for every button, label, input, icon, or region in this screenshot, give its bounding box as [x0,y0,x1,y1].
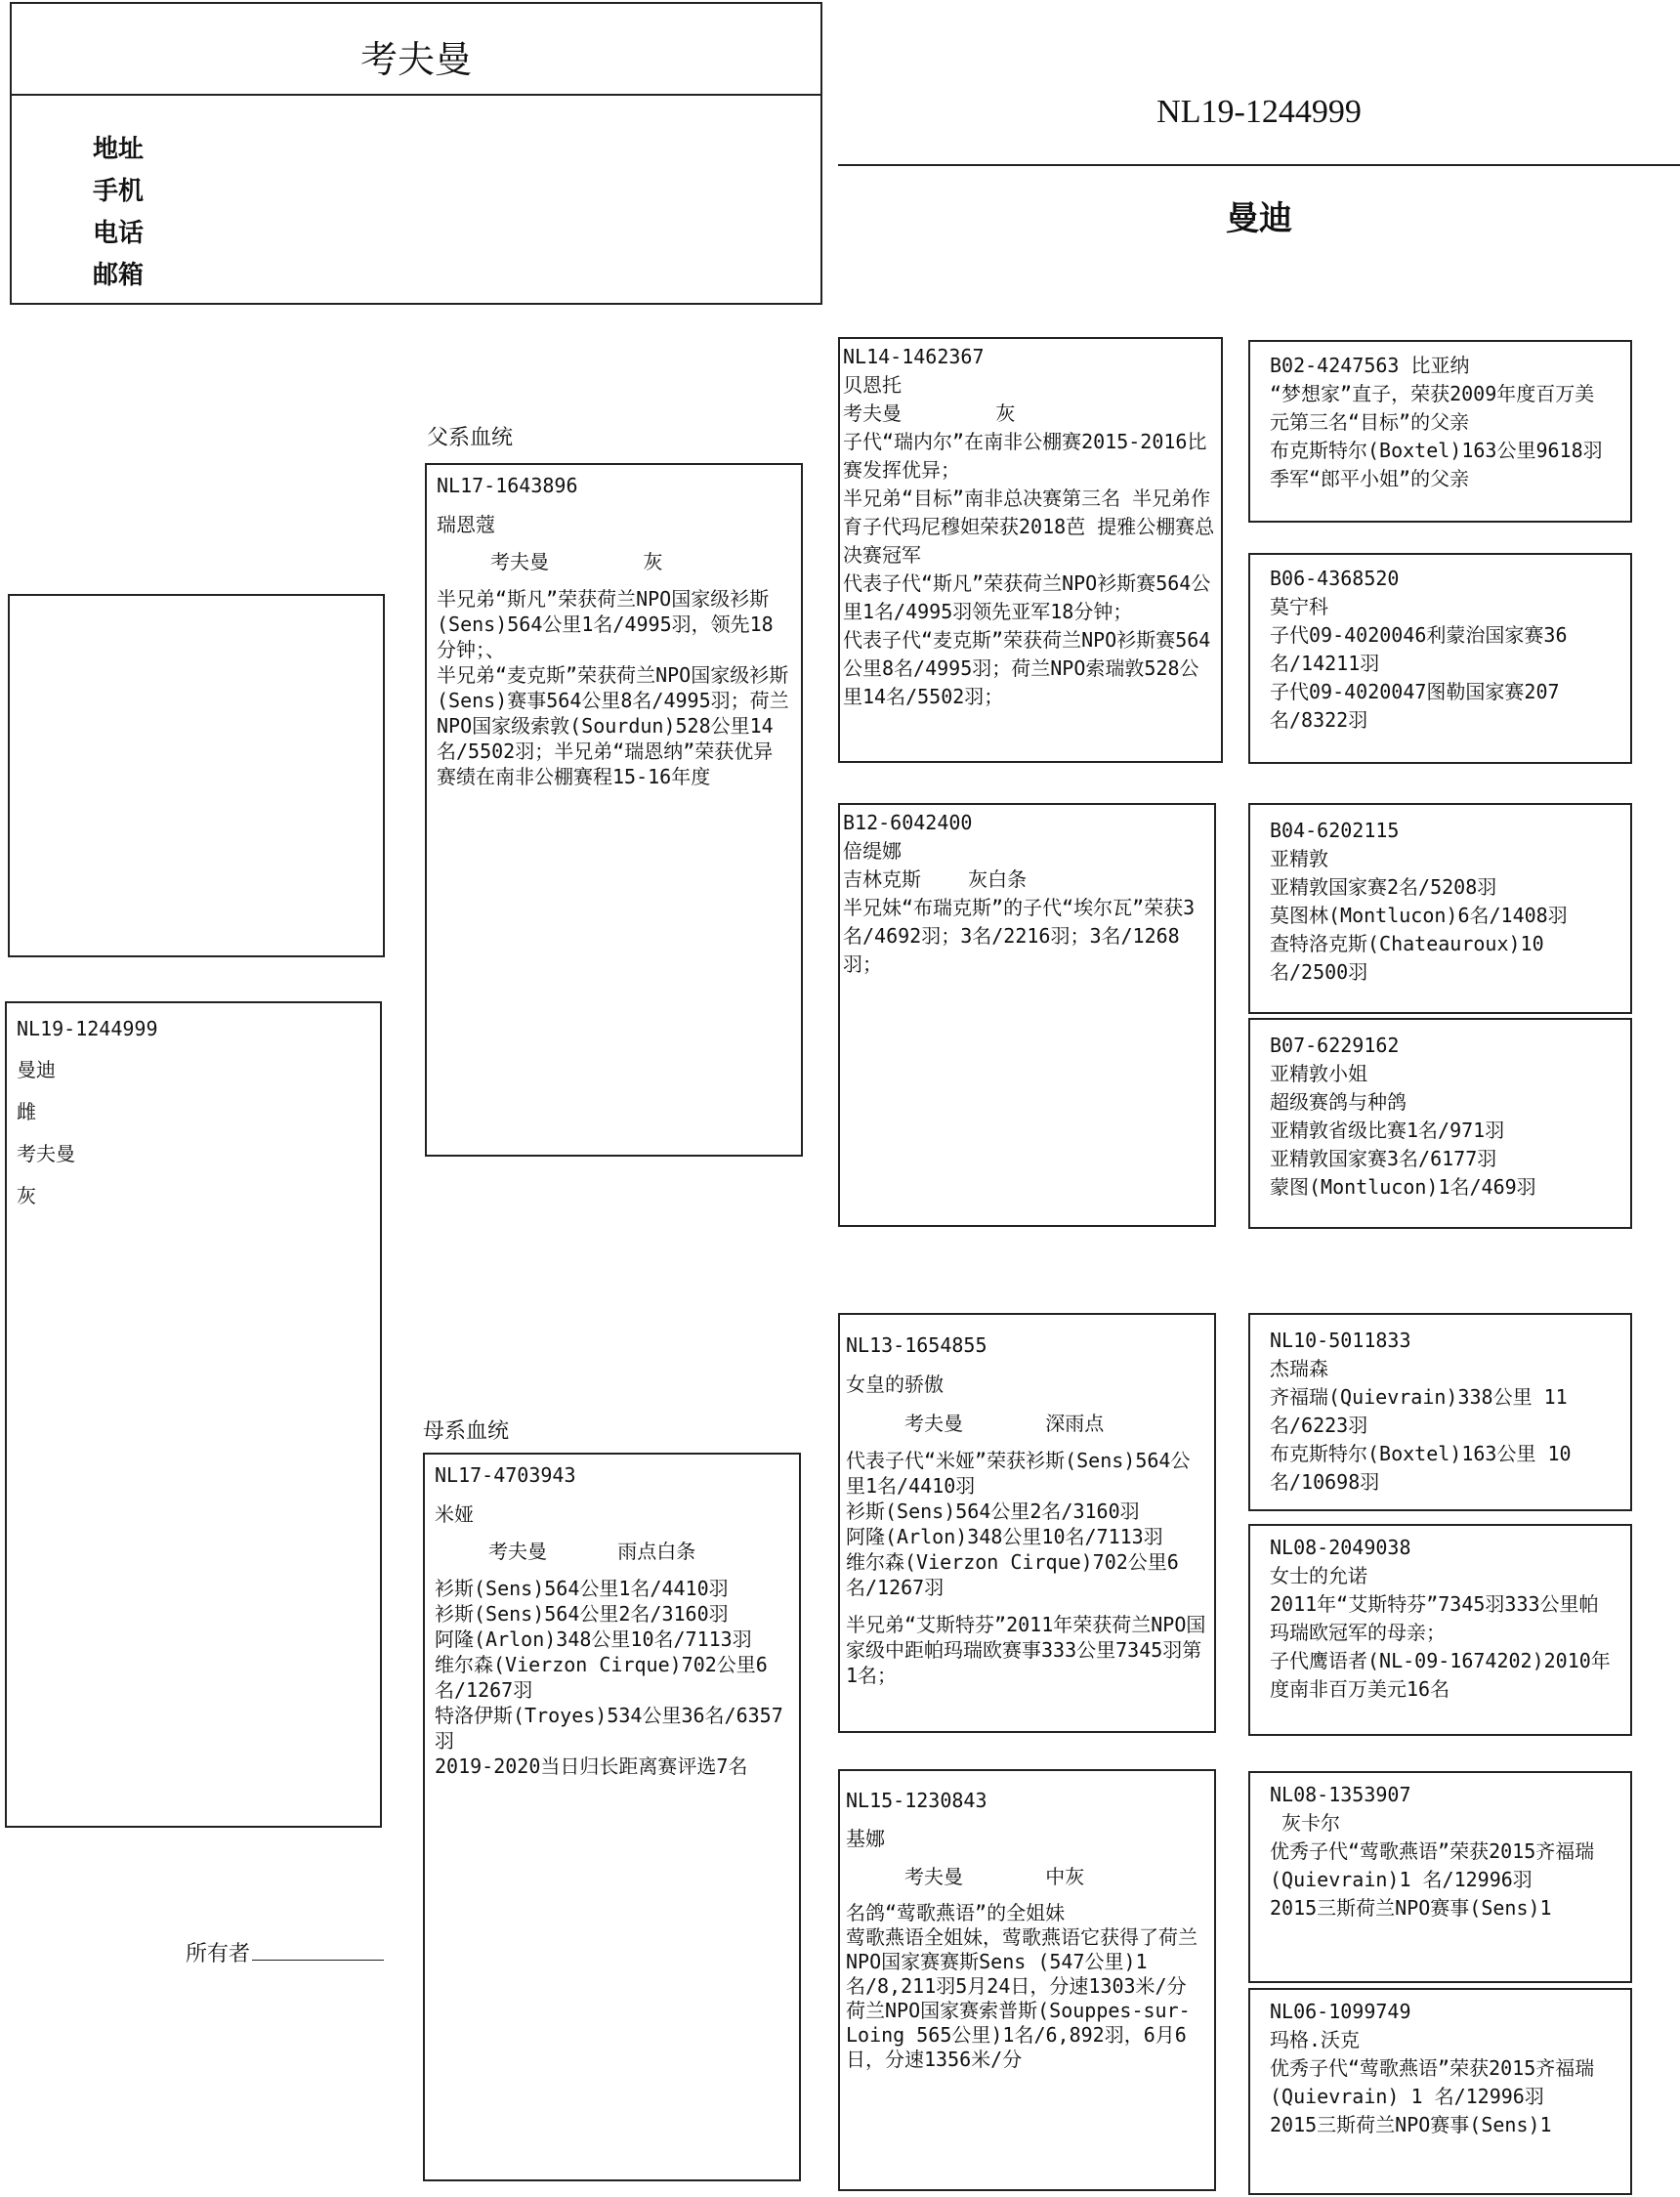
contact-mobile-label: 手机 [93,177,145,206]
sdd-name: 亚精敦小姐 [1270,1062,1367,1085]
owner-label: 所有者 [186,1937,384,1967]
dd-line: 名鸽“莺歌燕语”的全姐妹 [846,1901,1066,1924]
subject-sex: 雌 [17,1100,36,1123]
sd-name: 倍缇娜 [843,839,902,863]
ds-line: 代表子代“米娅”荣获衫斯(Sens)564公里1名/4410羽 [846,1449,1191,1498]
dds-ring: NL08-1353907 [1270,1783,1411,1806]
dam-line: 维尔森(Vierzon Cirque)702公里6名/1267羽 [435,1653,768,1702]
ds-breeder-color: 考夫曼 深雨点 [904,1412,1105,1435]
sds-line: 莫图林(Montlucon)6名/1408羽 [1270,904,1568,927]
dam-breeder-color: 考夫曼 雨点白条 [488,1540,696,1563]
dds-line: 2015三斯荷兰NPO赛事(Sens)1 [1270,1896,1552,1920]
ddd-line: 2015三斯荷兰NPO赛事(Sens)1 [1270,2113,1552,2136]
ssd-line: 子代09-4020046利蒙治国家赛36名/14211羽 [1270,623,1568,675]
sire-ring: NL17-1643896 [437,474,578,497]
header-right-divider [838,164,1680,166]
ds-line: 衫斯(Sens)564公里2名/3160羽 [846,1500,1140,1523]
sire-name: 瑞恩蔻 [437,513,495,536]
sss-line: 布克斯特尔(Boxtel)163公里9618羽季军“郎平小姐”的父亲 [1270,439,1603,490]
ss-line: 代表子代“斯凡”荣获荷兰NPO衫斯赛564公里1名/4995羽领先亚军18分钟； [843,571,1211,623]
dsd-line: 子代鹰语者(NL-09-1674202)2010年度南非百万美元16名 [1270,1649,1611,1701]
sd-ring: B12-6042400 [843,811,973,834]
ds-ring: NL13-1654855 [846,1333,987,1357]
ssd-card [1248,553,1632,764]
loft-name: 考夫曼 [359,38,472,81]
sss-line: “梦想家”直子，荣获2009年度百万美元第三名“目标”的父亲 [1270,382,1595,434]
ddd-line: 优秀子代“莺歌燕语”荣获2015齐福瑞(Quievrain) 1 名/12996羽 [1270,2056,1595,2108]
dss-line: 齐福瑞(Quievrain)338公里 11名/6223羽 [1270,1385,1568,1437]
subject-ring: NL19-1244999 [17,1017,158,1040]
dd-line: 荷兰NPO国家赛索普斯(Souppes-sur-Loing 565公里)1名/6,892羽，6月6日，分速1356米/分 [846,1999,1191,2071]
dsd-name: 女士的允诺 [1270,1564,1367,1587]
dam-section-label: 母系血统 [423,1419,510,1444]
sds-name: 亚精敦 [1270,847,1328,870]
ss-ring: NL14-1462367 [843,345,985,368]
ss-name: 贝恩托 [843,373,902,397]
contact-phone-label: 电话 [93,219,145,248]
dss-ring: NL10-5011833 [1270,1329,1411,1352]
ds-card [838,1313,1216,1733]
dss-name: 杰瑞森 [1270,1357,1328,1380]
header-bird-name: 曼迪 [1226,199,1292,238]
dam-line: 阿隆(Arlon)348公里10名/7113羽 [435,1627,752,1651]
sdd-line: 亚精敦省级比赛1名/971羽 [1270,1119,1505,1142]
ds-line: 半兄弟“艾斯特芬”2011年荣获荷兰NPO国家级中距帕玛瑞欧赛事333公里7345羽第1名； [846,1613,1206,1687]
sss-ring: B02-4247563 比亚纳 [1270,354,1470,377]
subject-breeder: 考夫曼 [17,1142,75,1165]
sds-ring: B04-6202115 [1270,819,1400,842]
sdd-ring: B07-6229162 [1270,1034,1400,1057]
sds-line: 亚精敦国家赛2名/5208羽 [1270,875,1497,899]
sire-card [425,463,803,1157]
dam-line: 衫斯(Sens)564公里2名/3160羽 [435,1602,729,1626]
sd-breeder-color: 吉林克斯 灰白条 [843,867,1028,891]
header-divider [12,94,820,96]
dss-card [1248,1313,1632,1511]
photo-frame [8,594,385,957]
subject-card [5,1001,382,1828]
sire-breeder-color: 考夫曼 灰 [490,550,663,573]
sdd-line: 亚精敦国家赛3名/6177羽 [1270,1147,1497,1170]
sd-line: 半兄妹“布瑞克斯”的子代“埃尔瓦”荣获3名/4692羽；3名/2216羽；3名/1268羽； [843,896,1196,976]
ssd-ring: B06-4368520 [1270,567,1400,590]
dds-card [1248,1771,1632,1983]
sd-card [838,803,1216,1227]
dd-card [838,1769,1216,2191]
header-panel [10,2,822,305]
dd-ring: NL15-1230843 [846,1789,987,1812]
ss-line: 半兄弟“目标”南非总决赛第三名 半兄弟作育子代玛尼穆妲荣获2018芭 提雅公棚赛总决赛冠军 [843,486,1215,567]
sire-line: 半兄弟“麦克斯”荣获荷兰NPO国家级衫斯(Sens)赛事564公里8名/4995羽；荷兰NPO国家级索敦(Sourdun)528公里14名/5502羽；半兄弟“瑞恩纳”荣获优异赛绩在南非公棚赛程15-16年度 [437,663,789,788]
dds-line: 优秀子代“莺歌燕语”荣获2015齐福瑞(Quievrain)1 名/12996羽 [1270,1839,1595,1891]
ds-name: 女皇的骄傲 [846,1373,944,1396]
ddd-name: 玛格.沃克 [1270,2028,1361,2051]
ddd-card [1248,1988,1632,2195]
dam-line: 特洛伊斯(Troyes)534公里36名/6357羽 [435,1704,783,1753]
dds-name: 灰卡尔 [1270,1811,1341,1835]
subject-name: 曼迪 [17,1058,56,1081]
ddd-ring: NL06-1099749 [1270,2000,1411,2023]
ssd-line: 子代09-4020047图勒国家赛207 名/8322羽 [1270,680,1560,732]
ss-line: 代表子代“麦克斯”荣获荷兰NPO衫斯赛564公里8名/4995羽；荷兰NPO索瑞敦528公里14名/5502羽； [843,628,1211,708]
sire-section-label: 父系血统 [427,426,514,450]
ds-line: 阿隆(Arlon)348公里10名/7113羽 [846,1525,1163,1548]
dam-name: 米娅 [435,1502,474,1526]
dam-card [423,1453,801,2181]
dd-name: 基娜 [846,1827,885,1850]
contact-address-label: 地址 [93,135,145,164]
ss-breeder-color: 考夫曼 灰 [843,401,1016,425]
header-ring-number: NL19-1244999 [1156,94,1362,130]
sire-line: 半兄弟“斯凡”荣获荷兰NPO国家级衫斯(Sens)564公里1名/4995羽，领先18分钟；、 [437,587,774,661]
ds-line: 维尔森(Vierzon Cirque)702公里6名/1267羽 [846,1550,1179,1599]
ss-card [838,337,1223,763]
dsd-card [1248,1524,1632,1736]
sds-card [1248,803,1632,1014]
dam-line: 2019-2020当日归长距离赛评选7名 [435,1754,748,1778]
dsd-line: 2011年“艾斯特芬”7345羽333公里帕玛瑞欧冠军的母亲； [1270,1592,1599,1644]
dd-line: 莺歌燕语全姐妹，莺歌燕语它获得了荷兰NPO国家赛赛斯Sens (547公里)1名/8,211羽5月24日，分速1303米/分 [846,1925,1197,1998]
dd-breeder-color: 考夫曼 中灰 [904,1865,1085,1888]
dam-ring: NL17-4703943 [435,1463,576,1487]
contact-email-label: 邮箱 [93,261,145,290]
sds-line: 查特洛克斯(Chateauroux)10 名/2500羽 [1270,932,1544,984]
dss-line: 布克斯特尔(Boxtel)163公里 10名/10698羽 [1270,1442,1572,1494]
dsd-ring: NL08-2049038 [1270,1536,1411,1559]
sdd-line: 蒙图(Montlucon)1名/469羽 [1270,1175,1536,1199]
subject-color: 灰 [17,1184,36,1207]
dam-line: 衫斯(Sens)564公里1名/4410羽 [435,1577,729,1600]
sss-card [1248,340,1632,523]
sdd-card [1248,1018,1632,1229]
sdd-line: 超级赛鸽与种鸽 [1270,1090,1407,1114]
ssd-name: 莫宁科 [1270,595,1328,618]
ss-line: 子代“瑞内尔”在南非公棚赛2015-2016比赛发挥优异； [843,430,1207,482]
